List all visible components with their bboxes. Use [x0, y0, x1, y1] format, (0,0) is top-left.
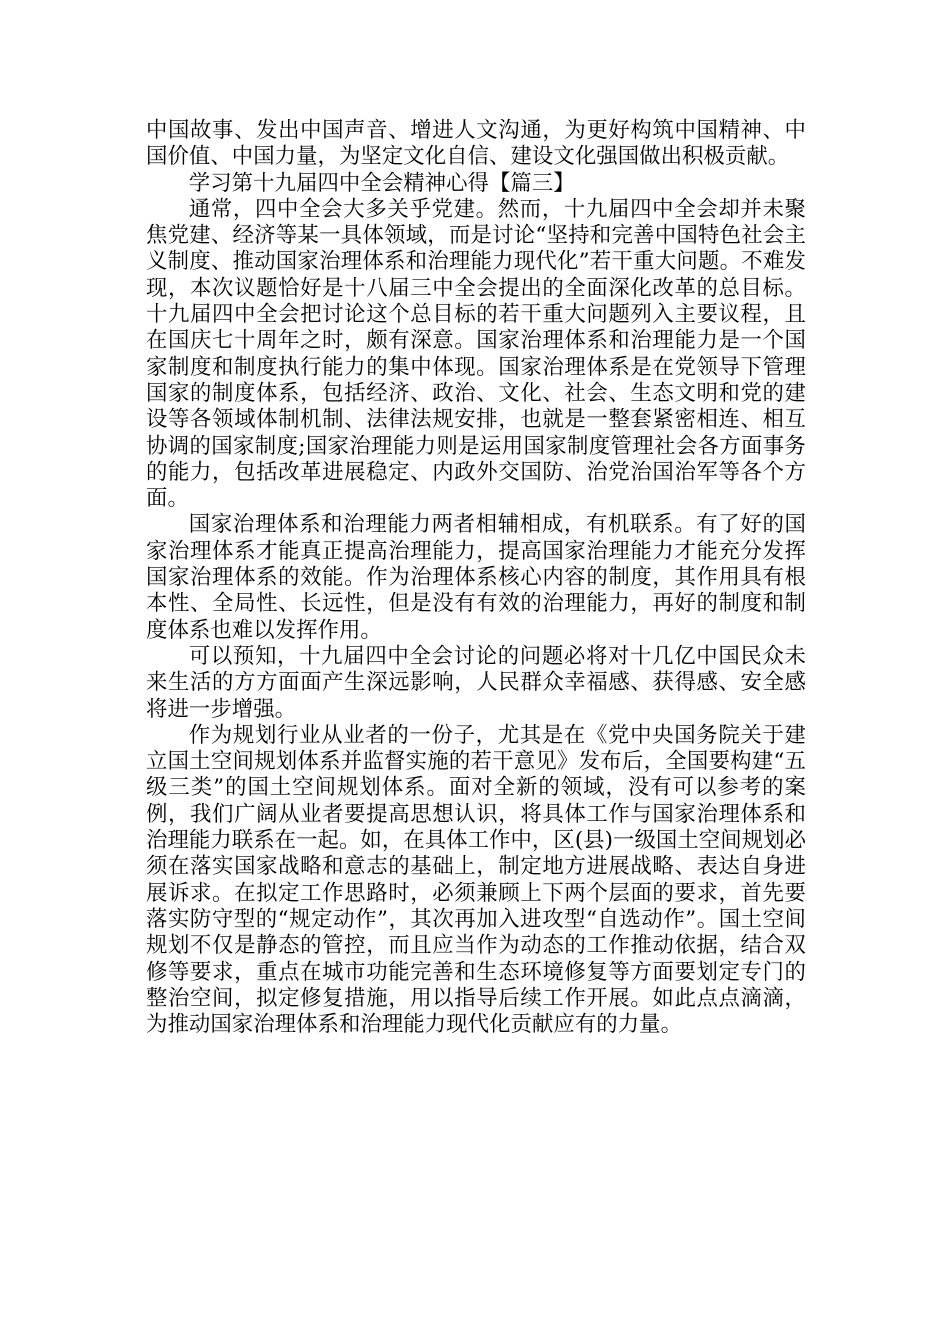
paragraph-continued: 中国故事、发出中国声音、增进人文沟通，为更好构筑中国精神、中国价值、中国力量，为坚定文化自信、建设文化强国做出积极贡献。 [146, 118, 806, 170]
document-page [146, 118, 806, 1038]
paragraph: 国家治理体系和治理能力两者相辅相成，有机联系。有了好的国家治理体系才能真正提高治理能力，提高国家治理能力才能充分发挥国家治理体系的效能。作为治理体系核心内容的制度，其作用具有根本性、全局性、长远性，但是没有有效的治理能力，再好的制度和制度体系也难以发挥作用。 [146, 512, 806, 643]
section-heading: 学习第十九届四中全会精神心得【篇三】 [188, 170, 575, 196]
paragraph: 通常，四中全会大多关乎党建。然而，十九届四中全会却并未聚焦党建、经济等某一具体领域，而是讨论“坚持和完善中国特色社会主义制度、推动国家治理体系和治理能力现代化”若干重大问题。不难发现，本次议题恰好是十八届三中全会提出的全面深化改革的总目标。十九届四中全会把讨论这个总目标的若干重大问题列入主要议程，且在国庆七十周年之时，颇有深意。国家治理体系和治理能力是一个国家制度和制度执行能力的集中体现。国家治理体系是在党领导下管理国家的制度体系，包括经济、政治、文化、社会、生态文明和党的建设等各领域体制机制、法律法规安排，也就是一整套紧密相连、相互协调的国家制度;国家治理能力则是运用国家制度管理社会各方面事务的能力，包括改革进展稳定、内政外交国防、治党治国治军等各个方面。 [146, 196, 806, 512]
paragraph: 可以预知，十九届四中全会讨论的问题必将对十几亿中国民众未来生活的方方面面产生深远影响，人民群众幸福感、获得感、安全感将进一步增强。 [146, 643, 806, 722]
paragraph: 作为规划行业从业者的一份子，尤其是在《党中央国务院关于建立国土空间规划体系并监督实施的若干意见》发布后，全国要构建“五级三类”的国土空间规划体系。面对全新的领域，没有可以参考的案例，我们广阔从业者要提高思想认识，将具体工作与国家治理体系和治理能力联系在一起。如，在具体工作中，区(县)一级国土空间规划必须在落实国家战略和意志的基础上，制定地方进展战略、表达自身进展诉求。在拟定工作思路时，必须兼顾上下两个层面的要求，首先要落实防守型的“规定动作”，其次再加入进攻型“自选动作”。国土空间规划不仅是静态的管控，而且应当作为动态的工作推动依据，结合双修等要求，重点在城市功能完善和生态环境修复等方面要划定专门的整治空间，拟定修复措施，用以指导后续工作开展。如此点点滴滴，为推动国家治理体系和治理能力现代化贡献应有的力量。 [146, 722, 807, 1038]
